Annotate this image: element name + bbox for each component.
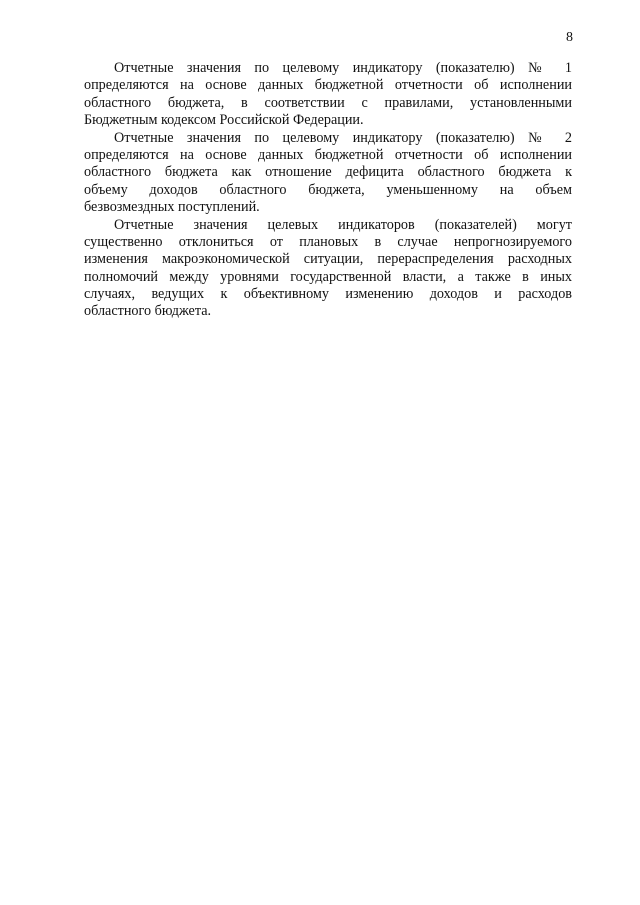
paragraph-line: случаях, ведущих к объективному изменению доходов и расходов [84,286,572,303]
paragraph-line: Отчетные значения целевых индикаторов (показателей) могут [114,216,572,233]
paragraph-line: Отчетные значения по целевому индикатору (показателю) № 2 [114,129,572,146]
paragraph-3 [84,217,572,321]
paragraph-line: определяются на основе данных бюджетной отчетности об исполнении [84,146,572,163]
document-body [84,60,572,321]
paragraph-2 [84,130,572,217]
paragraph-line: определяются на основе данных бюджетной отчетности об исполнении [84,77,572,94]
paragraph-line: безвозмездных поступлений. [84,199,260,216]
paragraph-1 [84,60,572,130]
paragraph-line: Бюджетным кодексом Российской Федерации. [84,112,364,129]
paragraph-line: объему доходов областного бюджета, уменьшенному на объем [84,181,572,198]
paragraph-line: областного бюджета, в соответствии с правилами, установленными [84,94,572,111]
page-number: 8 [566,30,573,45]
paragraph-line: существенно отклониться от плановых в случае непрогнозируемого [84,233,572,250]
paragraph-line: изменения макроэкономической ситуации, перераспределения расходных [84,251,572,268]
paragraph-line: областного бюджета как отношение дефицита областного бюджета к [84,164,572,181]
paragraph-line: полномочий между уровнями государственной власти, а также в иных [84,268,572,285]
paragraph-line: областного бюджета. [84,303,212,320]
paragraph-line: Отчетные значения по целевому индикатору (показателю) № 1 [114,60,572,76]
